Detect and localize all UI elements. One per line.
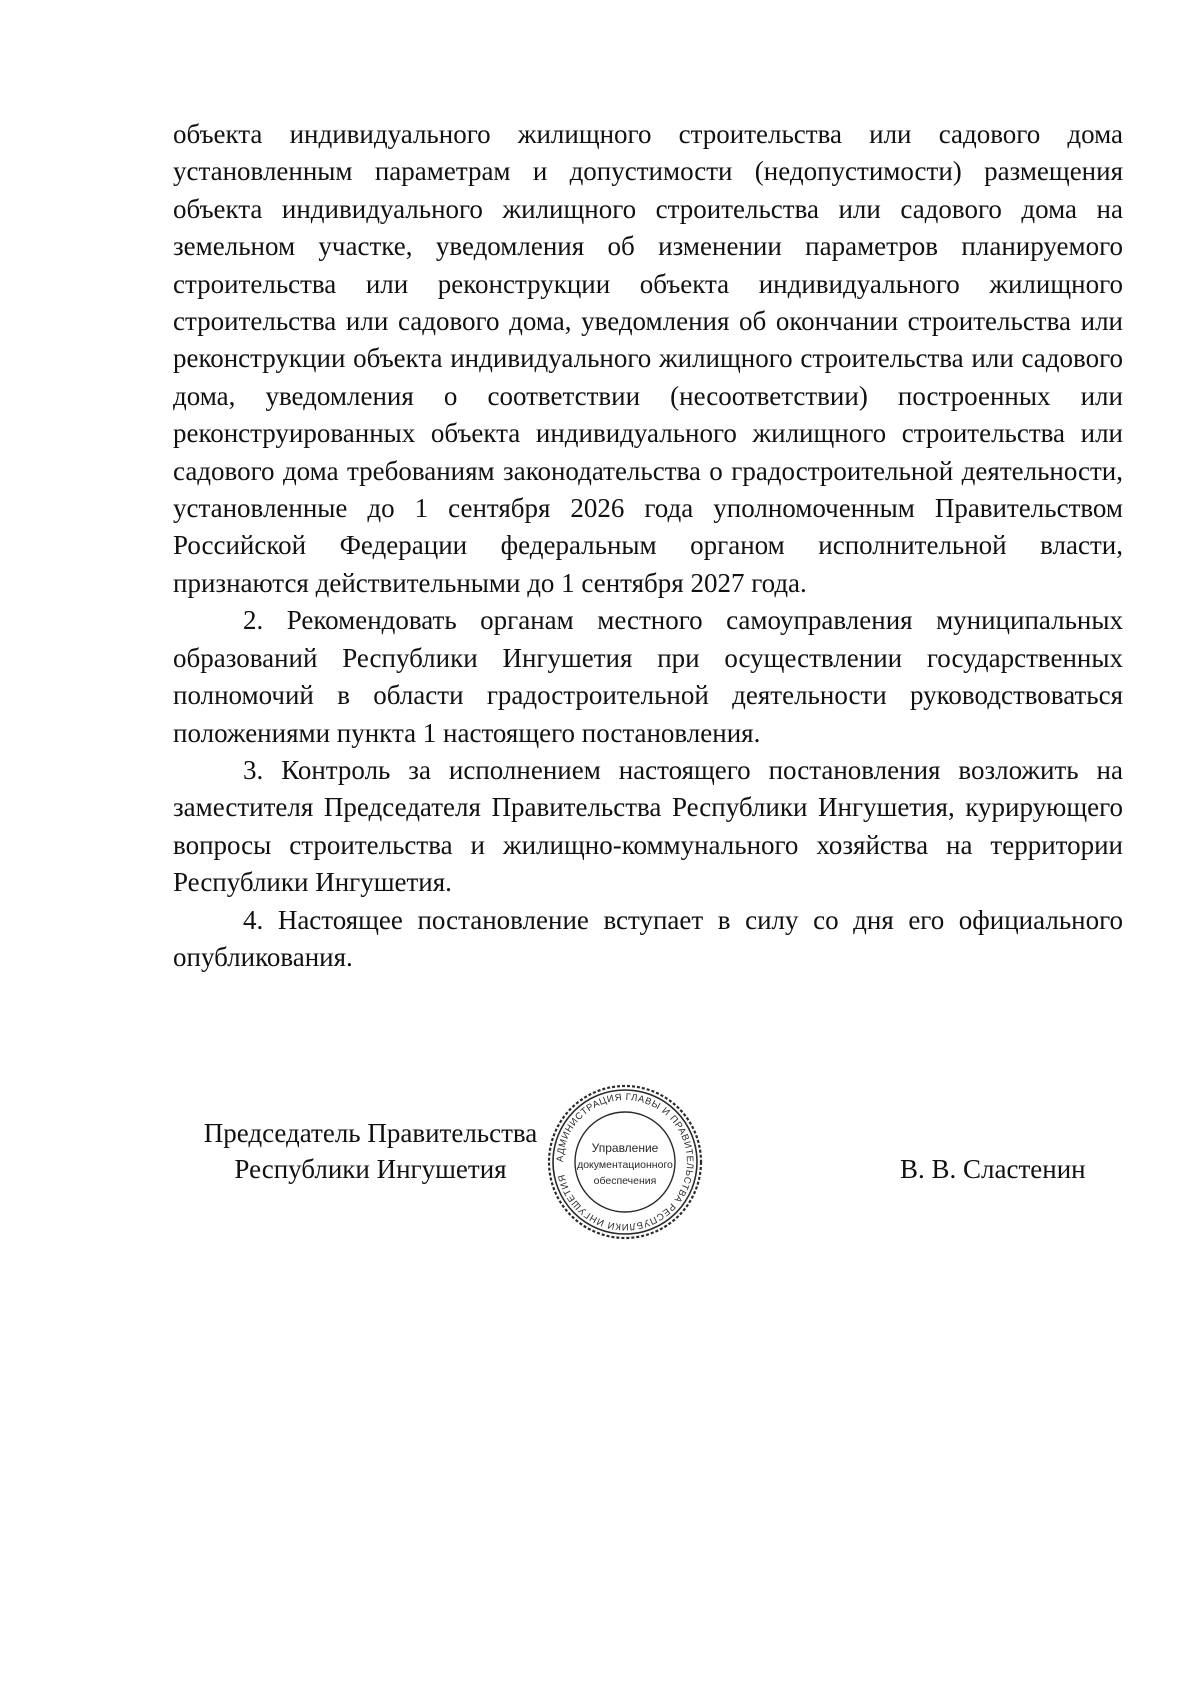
document-body [173,116,1123,976]
stamp-center-line1: Управление [591,1141,659,1155]
paragraph-item-3: 3. Контроль за исполнением настоящего постановления возложить на заместителя Председателя Правительства Республики Ингушетия, курирующего вопросы строительства и жилищно-коммунального хозяйства на территории Республики Ингушетия. [173,754,1123,898]
official-stamp-icon [545,1082,705,1242]
signatory-title [193,1115,548,1187]
stamp-ring-text: АДМИНИСТРАЦИЯ ГЛАВЫ И ПРАВИТЕЛЬСТВА РЕСПУБЛИКИ ИНГУШЕТИЯ [554,1091,696,1233]
paragraph-item-2: 2. Рекомендовать органам местного самоуправления муниципальных образований Республики Ингушетия при осуществлении государственных полномочий в области градостроительной деятельности руководствоваться положениями пункта 1 настоящего постановления. [173,605,1123,748]
signatory-title-line2: Республики Ингушетия [234,1154,507,1184]
paragraph-continuation: объекта индивидуального жилищного строительства или садового дома установленным параметрам и допустимости (недопустимости) размещения объекта индивидуального жилищного строительства или садового дома на земельном участке, уведомления об изменении параметров планируемого строительства или реконструкции объекта индивидуального жилищного строительства или садового дома, уведомления об окончании строительства или реконструкции объекта индивидуального жилищного строительства или садового дома, уведомления о соответствии (несоответствии) построенных или реконструированных объекта индивидуального жилищного строительства или садового дома требованиям законодательства о градостроительной деятельности, установленные до 1 сентября 2026 года уполномоченным Правительством Российской Федерации федеральным органом исполнительной власти, признаются действительными до 1 сентября 2027 года. [173,119,1123,598]
paragraph-item-4: 4. Настоящее постановление вступает в силу со дня его официального опубликования. [173,904,1123,972]
stamp-center-line2: документационного [577,1159,673,1171]
signatory-title-line1: Председатель Правительства [203,1118,538,1148]
stamp-center-line3: обеспечения [593,1175,657,1187]
signatory-name: В. В. Сластенин [900,1154,1086,1184]
